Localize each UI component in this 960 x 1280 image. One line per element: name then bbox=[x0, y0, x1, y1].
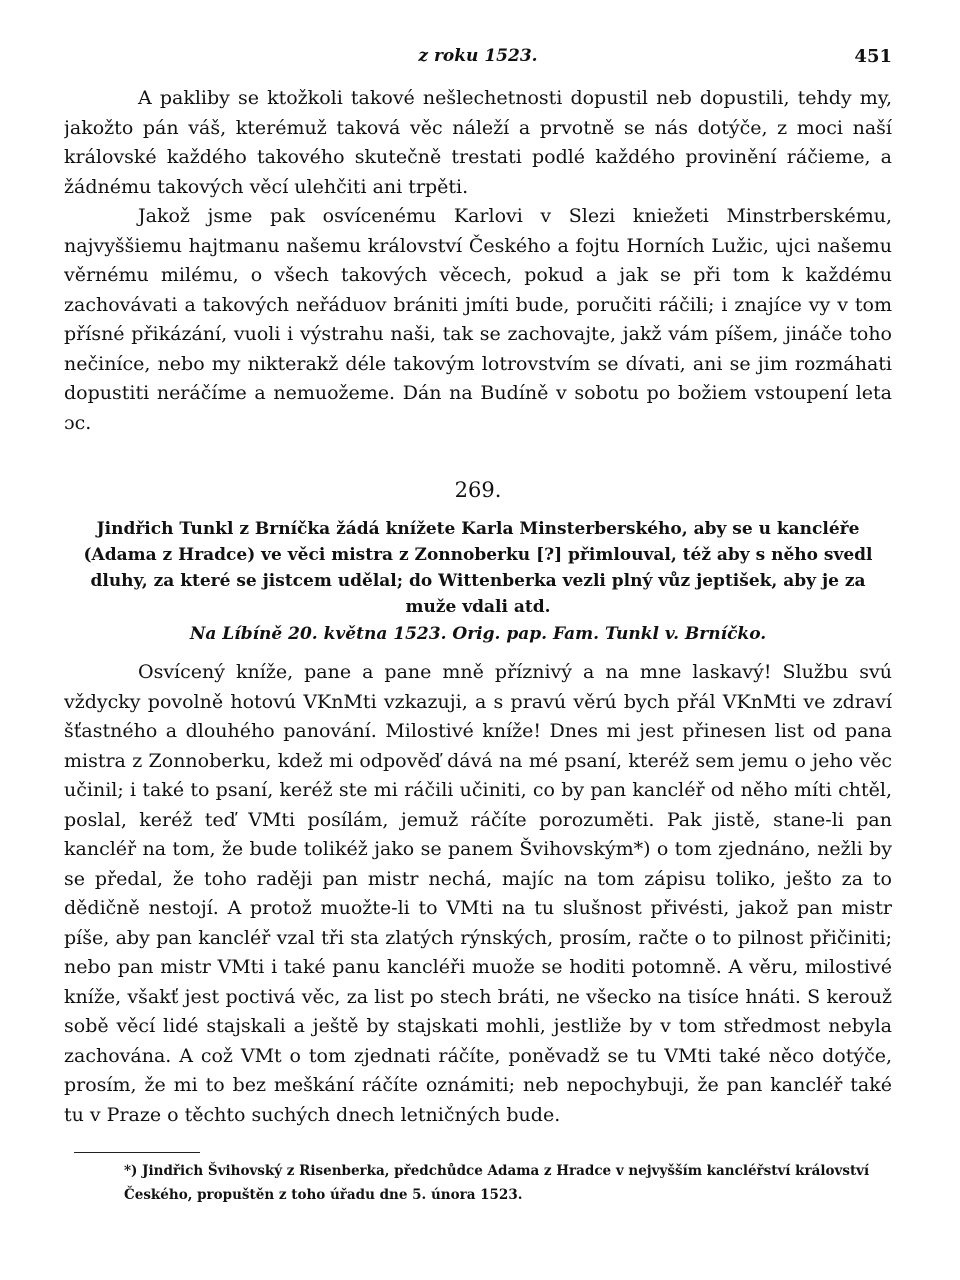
footnote-divider bbox=[74, 1152, 200, 1153]
footnote bbox=[64, 1159, 892, 1207]
page-number: 451 bbox=[854, 46, 892, 67]
paragraph-2: Jakož jsme pak osvícenému Karlovi v Slezi kniežeti Minstrberskému, najvyššiemu hajtmanu našemu království Českého a fojtu Horních Lužic, ujci našemu věrnému milému, o všech takových věcech, pokud a jak se při tom k každému zachovávati a takových neřáduov brániti jmíti bude, poručiti ráčili; i znajíce vy v tom přísné přikázání, vuoli i výstrahu naši, tak se zachovajte, jakž vám píšem, jináče toho nečiníce, nebo my nikterakž déle takovým lotrovstvím se dívati, ani se jim rozmáhati dopustiti neráčíme a nemuožeme. Dán na Budíně v sobotu po božiem vstoupení leta ɔc. bbox=[64, 205, 892, 434]
running-title: z roku 1523. bbox=[418, 46, 538, 66]
document-section bbox=[64, 478, 892, 1130]
document-regest: Jindřich Tunkl z Brníčka žádá knížete Karla Minsterberského, aby se u kancléře (Adama z Hradce) ve věci mistra z Zonnoberku [?] přimlouval, též aby s něho svedl dluhy, za které se jistcem udělal; do Wittenberka vezli plný vůz jeptišek, aby je za muže vdali atd. bbox=[83, 519, 873, 617]
footnote-mark: *) bbox=[124, 1163, 138, 1179]
book-page bbox=[64, 40, 892, 1240]
document-number: 269. bbox=[454, 478, 502, 502]
document-source: Na Líbíně 20. května 1523. Orig. pap. Fam. Tunkl v. Brníčko. bbox=[189, 624, 767, 644]
letter-text: Osvícený kníže, pane a pane mně příznivý a na mne laskavý! Službu svú vždycky povolně hotovú VKnMti vzkazuji, a s pravú věrú bych přál VKnMti ve zdraví šťastného a dlouhého panování. Milostivé kníže! Dnes mi jest přinesen list od pana mistra z Zonnoberku, kdež mi odpověď dává na mé psaní, kteréž sem jemu o jeho věc učinil; i také to psaní, keréž ste mi ráčili učiniti, co by pan kancléř od něho míti chtěl, poslal, keréž teď VMti posílám, jemuž ráčíte porozuměti. Pak jistě, stane-li pan kancléř na tom, že bude tolikéž jako se panem Švihovským*) o tom zjednáno, nežli by se předal, že toho raději pan mistr nechá, majíc na tom zápisu toliko, ješto za to dědičně nestojí. A protož muožte-li to VMti na tu slušnost přivésti, jakož pan mistr píše, aby pan kancléř vzal tři sta zlatých rýnských, prosím, račte o to pilnost přičiniti; nebo pan mistr VMti i také panu kancléři muože se hoditi potomně. A věru, milostivé kníže, všakť jest poctivá věc, za list po stech bráti, ne všecko na tisíce hnáti. S kerouž sobě věcí lidé stajskali a ještě by stajskati mohli, jestliže by v tom středmost nebyla zachována. A což VMt o tom zjednati ráčíte, poněvadž se tu VMti také něco dotýče, prosím, že mi to bez meškání ráčíte oznámiti; neb nepochybuji, že pan kancléř také tu v Praze o těchto suchých dnech letničných bude. bbox=[64, 661, 892, 1126]
footnote-text: Jindřich Švihovský z Risenberka, předchůdce Adama z Hradce v nejvyšším kancléřství království Českého, propuštěn z toho úřadu dne 5. února 1523. bbox=[124, 1163, 870, 1203]
paragraph-1: A pakliby se ktožkoli takové nešlechetnosti dopustil neb dopustili, tehdy my, jakožto pán váš, kterémuž taková věc náleží a prvotně se nás dotýče, z moci naší královské každého takového skutečně trestati podlé každého provinění ráčieme, a žádnému takových věcí ulehčiti ani trpěti. bbox=[64, 87, 892, 198]
running-header bbox=[64, 40, 892, 76]
